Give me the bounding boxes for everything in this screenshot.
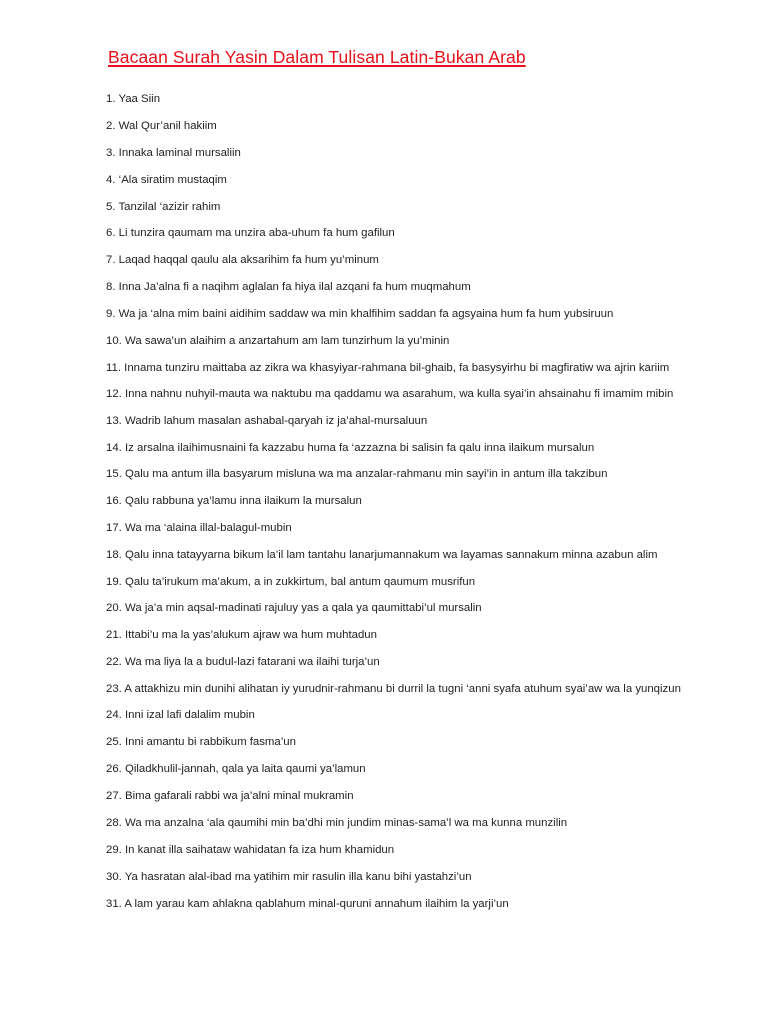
verse-list bbox=[106, 92, 706, 924]
verse-item: 2. Wal Qur’anil hakiim bbox=[106, 119, 217, 132]
verse-item: 24. Inni izal lafi dalalim mubin bbox=[106, 709, 255, 722]
verse-item: 17. Wa ma ‘alaina illal-balagul-mubin bbox=[106, 522, 292, 535]
verse-item: 5. Tanzilal ‘azizir rahim bbox=[106, 200, 221, 213]
verse-item: 18. Qalu inna tatayyarna bikum la’il lam tantahu lanarjumannakum wa layamas sannakum minna azabun alim bbox=[106, 549, 658, 562]
verse-item: 21. Ittabi’u ma la yas’alukum ajraw wa hum muhtadun bbox=[106, 629, 377, 642]
verse-item: 10. Wa sawa’un alaihim a anzartahum am lam tunzirhum la yu’minin bbox=[106, 335, 450, 348]
verse-item: 6. Li tunzira qaumam ma unzira aba-uhum fa hum gafilun bbox=[106, 227, 395, 240]
verse-item: 11. Innama tunziru maittaba az zikra wa khasyiyar-rahmana bil-ghaib, fa basysyirhu bi magfiratiw wa ajrin kariim bbox=[106, 361, 670, 374]
verse-item: 28. Wa ma anzalna ‘ala qaumihi min ba’dhi min jundim minas-sama’l wa ma kunna munzilin bbox=[106, 817, 568, 830]
verse-item: 3. Innaka laminal mursaliin bbox=[106, 146, 241, 159]
verse-item: 20. Wa ja’a min aqsal-madinati rajuluy yas a qala ya qaumittabi’ul mursalin bbox=[106, 602, 482, 615]
verse-item: 22. Wa ma liya la a budul-lazi fatarani wa ilaihi turja’un bbox=[106, 656, 380, 669]
verse-item: 14. Iz arsalna ilaihimusnaini fa kazzabu huma fa ‘azzazna bi salisin fa qalu inna ilaikum mursalun bbox=[106, 441, 595, 454]
verse-item: 7. Laqad haqqal qaulu ala aksarihim fa hum yu’minum bbox=[106, 254, 379, 267]
verse-item: 4. ‘Ala siratim mustaqim bbox=[106, 173, 227, 186]
verse-item: 13. Wadrib lahum masalan ashabal-qaryah iz ja’ahal-mursaluun bbox=[106, 414, 428, 427]
verse-item: 1. Yaa Siin bbox=[106, 93, 161, 105]
verse-item: 15. Qalu ma antum illa basyarum misluna wa ma anzalar-rahmanu min sayi’in in antum illa takzibun bbox=[106, 468, 608, 481]
verse-item: 27. Bima gafarali rabbi wa ja’alni minal mukramin bbox=[106, 790, 354, 803]
verse-item: 9. Wa ja ‘alna mim baini aidihim saddaw wa min khalfihim saddan fa agsyaina hum fa hum yubsiruun bbox=[106, 308, 614, 321]
verse-item: 8. Inna Ja’alna fi a naqihm aglalan fa hiya ilal azqani fa hum muqmahum bbox=[106, 281, 471, 294]
verse-item: 12. Inna nahnu nuhyil-mauta wa naktubu ma qaddamu wa asarahum, wa kulla syai’in ahsainahu fi imamim mibin bbox=[106, 388, 674, 401]
verse-item: 30. Ya hasratan alal-ibad ma yatihim mir rasulin illa kanu bihi yastahzi’un bbox=[106, 870, 472, 883]
verse-item: 29. In kanat illa saihataw wahidatan fa iza hum khamidun bbox=[106, 843, 395, 856]
verse-item: 26. Qiladkhulil-jannah, qala ya laita qaumi ya’lamun bbox=[106, 763, 366, 776]
verse-item: 23. A attakhizu min dunihi alihatan iy yurudnir-rahmanu bi durril la tugni ‘anni syafa atuhum syai’aw wa la yunqizun bbox=[106, 683, 681, 696]
verse-item: 31. A lam yarau kam ahlakna qablahum minal-quruni annahum ilaihim la yarji’un bbox=[106, 897, 509, 910]
verse-item: 16. Qalu rabbuna ya’lamu inna ilaikum la mursalun bbox=[106, 495, 362, 508]
verse-item: 25. Inni amantu bi rabbikum fasma’un bbox=[106, 736, 296, 749]
verse-item: 19. Qalu ta’irukum ma’akum, a in zukkirtum, bal antum qaumum musrifun bbox=[106, 575, 476, 588]
document-title: Bacaan Surah Yasin Dalam Tulisan Latin-Bukan Arab bbox=[108, 47, 526, 67]
